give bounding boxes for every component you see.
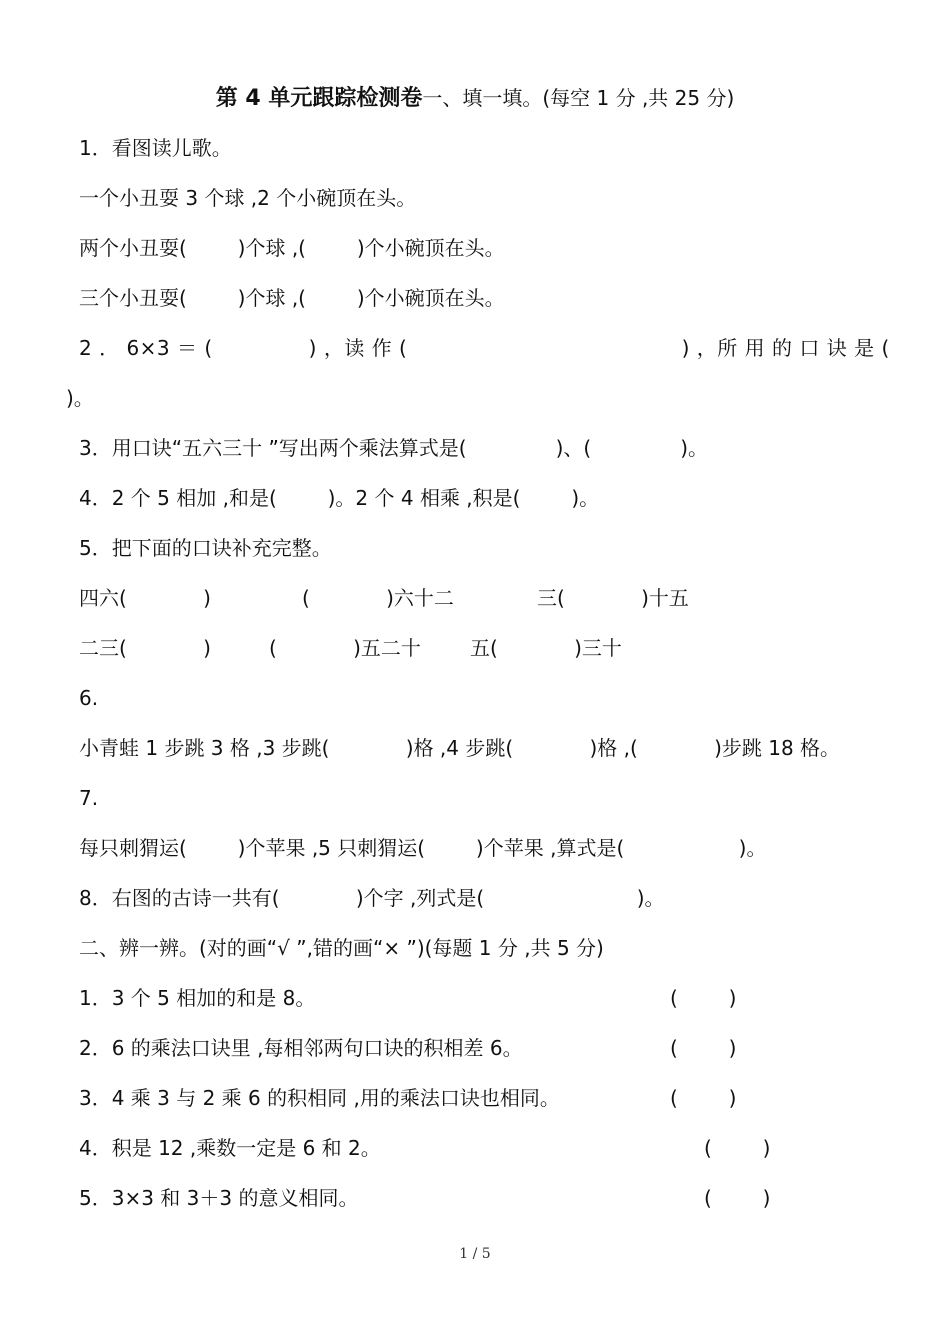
judge-paren-4: ( ) (704, 1136, 771, 1160)
q5-row2-c: 五( )三十 (470, 636, 622, 660)
q1-label: 1．看图读儿歌。 (79, 136, 232, 160)
q1-line3: 三个小丑耍( )个球 ,( )个小碗顶在头。 (79, 286, 505, 310)
q5-row1-c: 三( )十五 (537, 586, 689, 610)
q5-row1-a: 四六( ) (79, 586, 211, 610)
q5-row2-b: ( )五二十 (269, 636, 421, 660)
q6-text: 小青蛙 1 步跳 3 格 ,3 步跳( )格 ,4 步跳( )格 ,( )步跳 18 格。 (79, 736, 841, 760)
judge-item-4: 4．积是 12 ,乘数一定是 6 和 2。 (79, 1136, 381, 1160)
q6-label: 6. (79, 686, 99, 710)
q7-text: 每只刺猬运( )个苹果 ,5 只刺猬运( )个苹果 ,算式是( )。 (79, 836, 767, 860)
judge-item-2: 2．6 的乘法口诀里 ,每相邻两句口诀的积相差 6。 (79, 1036, 523, 1060)
title-bold: 第 4 单元跟踪检测卷 (215, 86, 423, 111)
section2-heading: 二、辨一辨。(对的画“√ ”,错的画“× ”)(每题 1 分 ,共 5 分) (79, 936, 604, 960)
q4: 4．2 个 5 相加 ,和是( )。2 个 4 相乘 ,积是( )。 (79, 486, 600, 510)
q2-line1: 2 ． 6×3 ＝ ( ) ，读 作 ( ) ，所 用 的 口 诀 是 ( (79, 336, 890, 360)
judge-paren-3: ( ) (670, 1086, 737, 1110)
page-title (0, 83, 950, 114)
judge-item-3: 3．4 乘 3 与 2 乘 6 的积相同 ,用的乘法口诀也相同。 (79, 1086, 560, 1110)
q5-row2-a: 二三( ) (79, 636, 211, 660)
q2-line2: )。 (66, 386, 94, 410)
q1-line2: 两个小丑耍( )个球 ,( )个小碗顶在头。 (79, 236, 505, 260)
judge-item-1: 1．3 个 5 相加的和是 8。 (79, 986, 316, 1010)
q5-row1-b: ( )六十二 (302, 586, 454, 610)
judge-item-5: 5．3×3 和 3＋3 的意义相同。 (79, 1186, 359, 1210)
q1-line1: 一个小丑耍 3 个球 ,2 个小碗顶在头。 (79, 186, 417, 210)
page-number: 1 / 5 (459, 1246, 491, 1262)
judge-paren-5: ( ) (704, 1186, 771, 1210)
judge-paren-1: ( ) (670, 986, 737, 1010)
q5-label: 5．把下面的口诀补充完整。 (79, 536, 332, 560)
q7-label: 7. (79, 786, 99, 810)
judge-paren-2: ( ) (670, 1036, 737, 1060)
title-section1: 一、填一填。(每空 1 分 ,共 25 分) (422, 86, 735, 110)
q8: 8．右图的古诗一共有( )个字 ,列式是( )。 (79, 886, 665, 910)
q3: 3．用口诀“五六三十 ”写出两个乘法算式是( )、( )。 (79, 436, 709, 460)
